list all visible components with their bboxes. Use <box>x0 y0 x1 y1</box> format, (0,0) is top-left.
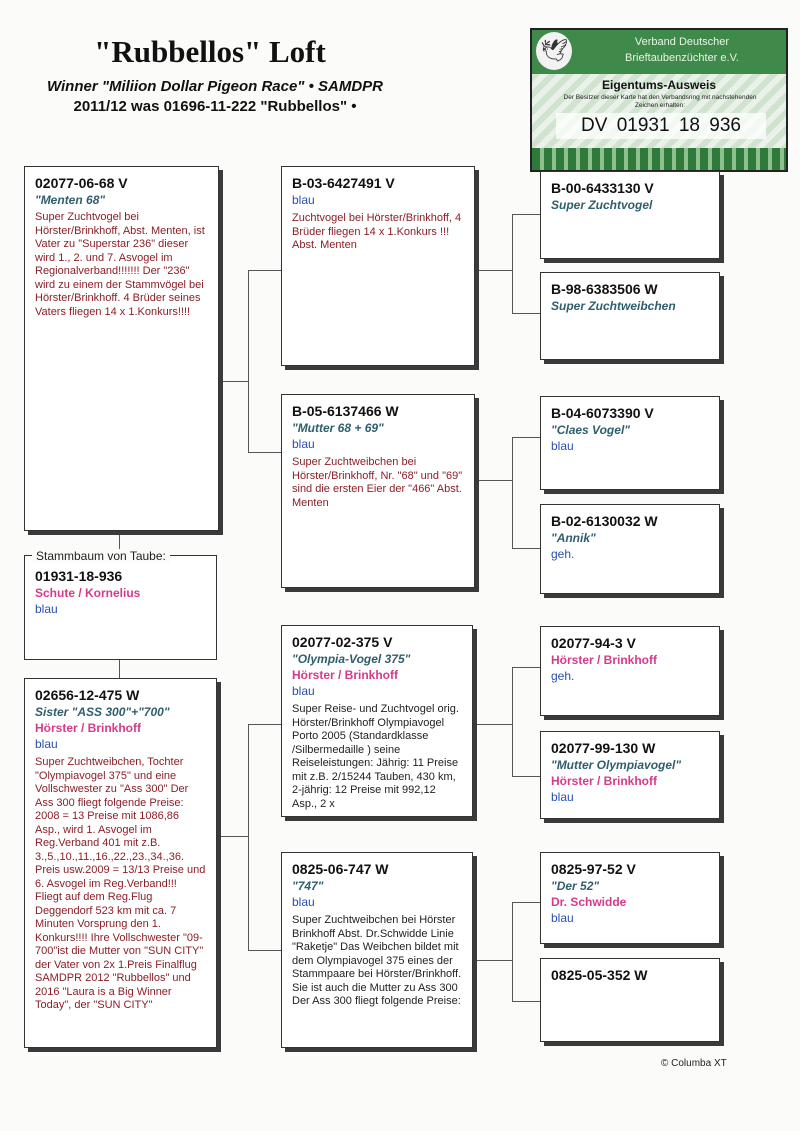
pigeon-description: Super Zuchtweibchen, Tochter "Olympiavogel 375" und eine Vollschwester zu "Ass 300" Der Ass 300 fliegt folgende Preise: 2008 = 13 Preise mit 1086,86 Asp., wird 1. Asvogel im Reg.Verband 401 mit z.B. 3.,5.,10.,11.,16.,22.,23.,34.,36. Preis usw.2009 = 13/13 Preise und 6. Asvogel im Reg.Verband!!! Fliegt auf dem Reg.Flug Deggendorf 523 km mit ca. 7 Minuten Vorsprung den 1. Konkurs!!!! Ihre Vollschwester "09-700"ist die Mutter von "SUN CITY" der Vater von 2x 1.Preis Finalflug SAMDPR 2012 "Rubbellos" und 2016 "Laura is a Big Winner Today", der "SUN CITY" <box>35 756 206 1011</box>
connector <box>248 270 281 271</box>
ring-number: 0825-97-52 V <box>551 861 636 877</box>
connector <box>119 660 120 678</box>
pigeon-name: "Mutter 68 + 69" <box>292 421 384 435</box>
pedigree-box-mmm <box>540 958 720 1042</box>
connector <box>473 960 512 961</box>
card-header <box>532 30 786 74</box>
connector <box>248 724 249 950</box>
ring-number: 02077-99-130 W <box>551 740 656 756</box>
pigeon-name: "Claes Vogel" <box>551 423 630 437</box>
pedigree-box-mother-mother <box>281 852 473 1048</box>
pigeon-color: blau <box>292 437 315 451</box>
pigeon-color: blau <box>35 602 58 616</box>
ring-number: 0825-06-747 W <box>292 861 389 877</box>
connector <box>512 667 540 668</box>
ring-number: 02077-06-68 V <box>35 175 128 191</box>
pigeon-name: "Menten 68" <box>35 193 106 207</box>
connector <box>512 437 540 438</box>
connector <box>473 724 512 725</box>
connector <box>475 480 512 481</box>
pigeon-description: Super Zuchtweibchen bei Hörster Brinkhoff Abst. Dr.Schwidde Linie "Raketje" Das Weibchen bildet mit dem Olympiavogel 375 eines der Stammpaare bei Hörster/Brinkhoff. Sie ist auch die Mutter zu Ass 300 Der Ass 300 fliegt folgende Preise: <box>292 914 462 1007</box>
breeder-name: Hörster / Brinkhoff <box>35 721 142 735</box>
connector <box>512 214 513 314</box>
connector <box>512 214 540 215</box>
pigeon-description: Super Reise- und Zuchtvogel orig. Hörster/Brinkhoff Olympiavogel Porto 2005 (Standardklasse /Silbermedaille ) seine Reiseleistungen: Jährig: 11 Preise mit z.B. 2/15244 Tauben, 430 km, 2-jährig: 12 Preise mit 992,12 Asp., 2 x <box>292 703 459 810</box>
ring-number: 01931-18-936 <box>35 568 123 584</box>
breeder-name: Hörster / Brinkhoff <box>292 668 399 682</box>
pigeon-color: blau <box>551 911 574 925</box>
pigeon-name: "Mutter Olympiavogel" <box>551 758 682 772</box>
connector <box>475 270 512 271</box>
copyright: © Columba XT <box>661 1058 727 1069</box>
pigeon-name: "Olympia-Vogel 375" <box>292 652 411 666</box>
ring-number: B-02-6130032 W <box>551 513 658 529</box>
pigeon-name: "Annik" <box>551 531 596 545</box>
pigeon-name: Sister "ASS 300"+"700" <box>35 705 170 719</box>
card-heading: Eigentums-Ausweis <box>601 78 717 92</box>
pedigree-box-father-father <box>281 166 475 366</box>
connector <box>512 776 540 777</box>
connector <box>219 381 249 382</box>
ring-number: 02077-94-3 V <box>551 635 636 651</box>
connector <box>248 950 281 951</box>
pedigree-box-mfm <box>540 731 720 819</box>
card-note: Der Besitzer dieser Karte hat den Verbandsring mit nachstehenden Zeichen erhalten: <box>563 94 757 109</box>
card-pattern-strip <box>532 148 786 170</box>
pigeon-name: "Der 52" <box>551 879 600 893</box>
pedigree-box-mother-father <box>281 625 473 817</box>
ring-number: 02077-02-375 V <box>292 634 393 650</box>
pigeon-name: Super Zuchtweibchen <box>551 299 676 313</box>
pigeon-description: Super Zuchtvogel bei Hörster/Brinkhoff, Abst. Menten, ist Vater zu "Superstar 236" dieser wird 1., 2. und 7. Asvogel im Regionalverband!!!!!!! Der "236" wird zu einem der Stammvögel bei Hörster/Brinkhoff. 4 Brüder seines Vaters fliegen 14 x 1.Konkurs!!!! <box>35 211 205 318</box>
connector <box>512 667 513 777</box>
pigeon-icon: 🕊 <box>536 32 572 70</box>
pedigree-box-father <box>24 166 219 531</box>
pigeon-name: Super Zuchtvogel <box>551 198 653 212</box>
card-body <box>532 74 786 148</box>
pedigree-box-father-mother <box>281 394 475 588</box>
ring-number: B-03-6427491 V <box>292 175 395 191</box>
ring-number: B-00-6433130 V <box>551 180 654 196</box>
ring-number: B-04-6073390 V <box>551 405 654 421</box>
pedigree-box-mff <box>540 626 720 716</box>
pedigree-box-mother <box>24 678 217 1048</box>
pedigree-box-fmf <box>540 396 720 490</box>
pedigree-legend: Stammbaum von Taube: <box>32 549 170 563</box>
pedigree-box-fff <box>540 171 720 259</box>
connector <box>512 902 513 1002</box>
connector <box>217 836 249 837</box>
pedigree-box-ffm <box>540 272 720 360</box>
breeder-name: Hörster / Brinkhoff <box>551 653 658 667</box>
connector <box>512 902 540 903</box>
connector <box>248 270 249 452</box>
page-title: "Rubbellos" Loft <box>94 34 326 69</box>
ring-number: 02656-12-475 W <box>35 687 140 703</box>
card-org-line2: Brieftaubenzüchter e.V. <box>625 52 739 64</box>
pedigree-box-fmm <box>540 504 720 594</box>
pigeon-color: geh. <box>551 669 575 683</box>
pedigree-box-subject <box>24 555 217 660</box>
connector <box>512 1001 540 1002</box>
pigeon-color: blau <box>35 737 58 751</box>
pigeon-name: "747" <box>292 879 324 893</box>
connector <box>512 313 540 314</box>
page-subtitle: Winner "Miliion Dollar Pigeon Race" • SAMDPR <box>46 78 384 95</box>
connector <box>512 437 513 549</box>
pigeon-color: blau <box>551 790 574 804</box>
ring-number: 0825-05-352 W <box>551 967 648 983</box>
pigeon-description: Zuchtvogel bei Hörster/Brinkhoff, 4 Brüder fliegen 14 x 1.Konkurs !!! Abst. Menten <box>292 212 462 251</box>
pigeon-description: Super Zuchtweibchen bei Hörster/Brinkhoff, Nr. "68" und "69" sind die ersten Eier der "466" Abst. Menten <box>292 456 463 509</box>
pigeon-color: geh. <box>551 547 575 561</box>
card-ring-number: DV 01931 18 936 <box>556 113 766 139</box>
ring-number: B-05-6137466 W <box>292 403 399 419</box>
connector <box>512 548 540 549</box>
connector <box>248 724 281 725</box>
connector <box>248 452 281 453</box>
card-org-line1: Verband Deutscher <box>634 36 730 48</box>
pigeon-color: blau <box>292 684 315 698</box>
pigeon-color: blau <box>292 895 315 909</box>
ring-number: B-98-6383506 W <box>551 281 658 297</box>
pigeon-color: blau <box>292 193 315 207</box>
breeder-name: Dr. Schwidde <box>551 895 627 909</box>
ownership-card <box>530 28 788 172</box>
page-subtitle-2: 2011/12 was 01696-11-222 "Rubbellos" • <box>73 98 357 115</box>
breeder-name: Schute / Kornelius <box>35 586 141 600</box>
breeder-name: Hörster / Brinkhoff <box>551 774 658 788</box>
pigeon-color: blau <box>551 439 574 453</box>
pedigree-box-mmf <box>540 852 720 944</box>
card-organization <box>582 34 782 66</box>
